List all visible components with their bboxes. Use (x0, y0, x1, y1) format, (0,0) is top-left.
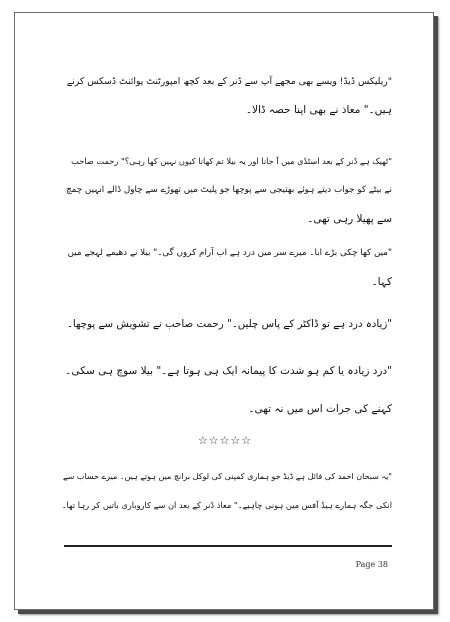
text-line: کہا۔ (371, 276, 392, 288)
paragraph-7 (62, 462, 392, 520)
paragraph-3 (62, 239, 392, 297)
text-line: انکی جگہ ہمارے ہیڈ آفس میں ہونی چاہیے۔" معاذ ڈنر کے بعد ان سے کاروباری باتیں کر رہا تھا۔ (61, 500, 392, 510)
text-line: "زیادہ درد ہے تو ڈاکٹر کے پاس چلیں۔" رحمت صاحب نے تشویش سے پوچھا۔ (66, 318, 392, 330)
paragraph-5 (62, 357, 392, 386)
text-line: "ریلیکس ڈیڈ! ویسے بھی مجھے آپ سے ڈنر کے بعد کچھ امپورٹنٹ پوائنٹ ڈسکس کرنے (66, 76, 392, 87)
paragraph-2 (62, 147, 392, 234)
text-line: "ٹھیک ہے ڈنر کے بعد اسٹڈی میں آ جانا اور یہ بیلا تم کھانا کیوں نہیں کھا رہی؟" رحمت صاحب (71, 156, 392, 166)
text-line: کہنے کی جرات اس میں نہ تھی۔ (248, 403, 392, 415)
paragraph-4 (62, 310, 392, 339)
text-line: "یہ سبحان احمد کی فائل ہے ڈیڈ جو ہماری کمپنی کی لوکل برانچ میں ہوتے ہیں۔ میرے حساب سے (62, 472, 392, 481)
text-line: "میں کھا چکی بڑے ابا۔ میرے سر میں درد ہے اب آرام کروں گی۔" بیلا نے دھیمے لہجے میں (67, 248, 392, 258)
paragraph-1 (62, 67, 392, 125)
text-line: سے پھیلا رہی تھی۔ (307, 213, 392, 225)
text-line: نے بیٹے کو جواب دیتے ہوئے بھتیجی سے پوچھا جو پلیٹ میں تھوڑے سے چاول ڈالے انہیں چمچ (66, 185, 392, 195)
text-line: ہیں۔" معاذ نے بھی اپنا حصہ ڈالا۔ (245, 104, 392, 116)
paragraph-6 (62, 395, 392, 424)
footer-rule (64, 545, 392, 547)
page-number: Page 38 (355, 560, 388, 569)
star-separator: ☆☆☆☆☆ (197, 434, 253, 447)
text-line: "درد زیادہ یا کم ہو شدت کا پیمانہ ایک ہی ہوتا ہے۔" بیلا سوچ ہی سکی۔ (65, 365, 392, 377)
